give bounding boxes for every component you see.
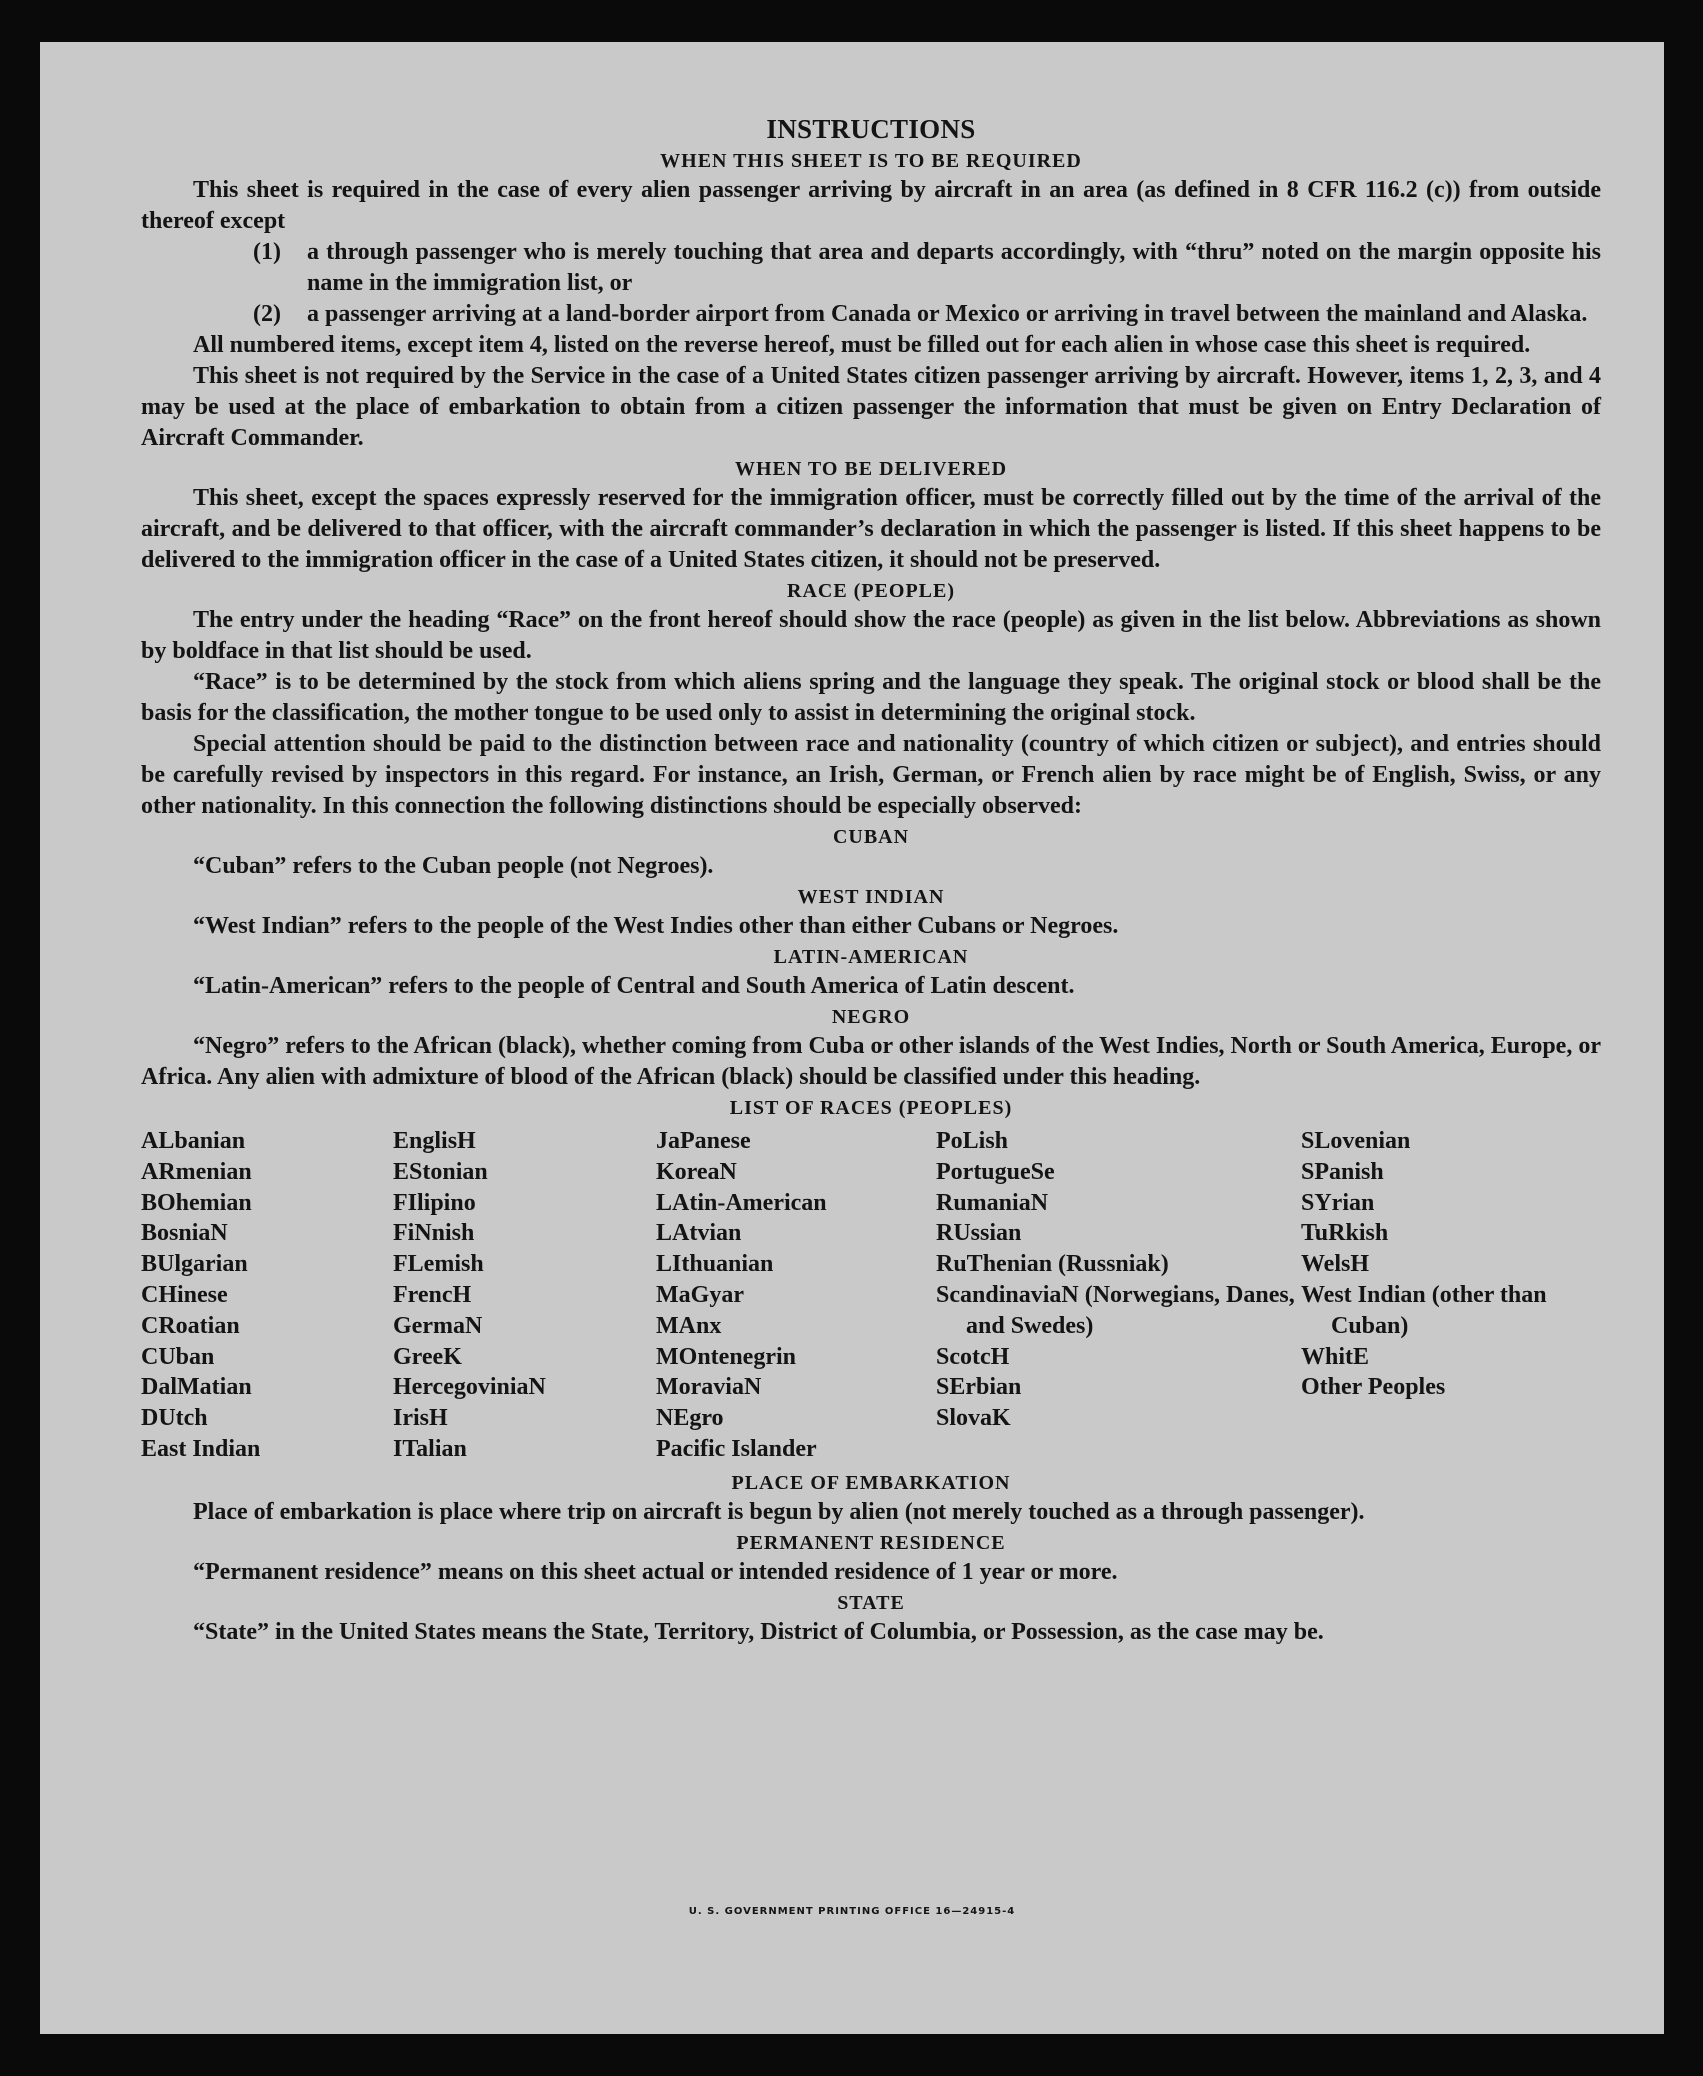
paragraph-when-required-2: All numbered items, except item 4, listed on the reverse hereof, must be filled out for each alien in whose case this sheet is required. — [193, 332, 1531, 358]
paragraph-state: “State” in the United States means the State, Territory, District of Columbia, or Possession, as the case may be. — [193, 1618, 1324, 1645]
exception-number: (1) — [253, 239, 281, 265]
race-entry: EnglisH — [393, 1128, 476, 1154]
race-entry: GermaN — [393, 1312, 483, 1339]
heading-permanent-residence: PERMANENT RESIDENCE — [736, 1531, 1006, 1554]
race-entry: BOhemian — [141, 1189, 252, 1216]
race-entry: RUssian — [936, 1220, 1022, 1247]
race-entry: BUlgarian — [141, 1251, 248, 1278]
paragraph-negro: “Negro” refers to the African (black), whether coming from Cuba or other islands of the West Indies, North or South America, Europe, or Africa. Any alien with admixture of blood of the African (black) should be classified under this heading. — [141, 1033, 1601, 1090]
race-entry: FLemish — [393, 1251, 484, 1278]
race-entry: TuRkish — [1301, 1220, 1389, 1247]
race-entry: CUban — [141, 1343, 215, 1370]
race-entry: West Indian (other than Cuban) — [1301, 1281, 1547, 1339]
race-entry: JaPanese — [656, 1128, 751, 1154]
paragraph-cuban: “Cuban” refers to the Cuban people (not Negroes). — [193, 853, 714, 879]
paragraph-race-2: “Race” is to be determined by the stock from which aliens spring and the language they speak. The original stock or blood shall be the basis for the classification, the mother tongue to be used only to assist in determining the original stock. — [141, 669, 1601, 726]
heading-when-delivered: WHEN TO BE DELIVERED — [734, 458, 1008, 480]
race-entry: SYrian — [1301, 1189, 1375, 1216]
race-entry: RuThenian (Russniak) — [936, 1251, 1169, 1278]
race-entry: FiNnish — [393, 1220, 475, 1247]
race-entry: SlovaK — [936, 1405, 1011, 1432]
race-entry: IrisH — [393, 1405, 448, 1432]
race-entry: DalMatian — [141, 1374, 252, 1401]
race-entry: Pacific Islander — [656, 1435, 817, 1462]
paragraph-permanent-residence: “Permanent residence” means on this sheet actual or intended residence of 1 year or more. — [193, 1558, 1118, 1585]
printing-office-footer: U. S. GOVERNMENT PRINTING OFFICE 16—24915-4 — [688, 1906, 1016, 1917]
race-entry: BosniaN — [141, 1220, 228, 1247]
race-entry: SErbian — [936, 1374, 1022, 1401]
races-column-3 — [656, 1126, 936, 1465]
race-entry: PortugueSe — [936, 1158, 1055, 1185]
paragraph-race-3: Special attention should be paid to the distinction between race and nationality (country of which citizen or subject), and entries should be carefully revised by inspectors in this regard. For instance, an Irish, German, or French alien by race might be of English, Swiss, or any other nationality. In this connection the following distinctions should be especially observed: — [141, 731, 1601, 819]
heading-when-required: WHEN THIS SHEET IS TO BE REQUIRED — [660, 150, 1082, 172]
race-entry: Other Peoples — [1301, 1374, 1446, 1401]
race-entry: DUtch — [141, 1405, 208, 1432]
paragraph-west-indian: “West Indian” refers to the people of the West Indies other than either Cubans or Negroes. — [193, 913, 1119, 939]
instructions-title: INSTRUCTIONS — [766, 114, 976, 144]
race-entry: ARmenian — [141, 1158, 252, 1185]
race-entry: HercegoviniaN — [393, 1374, 546, 1401]
paragraph-race-1: The entry under the heading “Race” on the front hereof should show the race (people) as given in the list below. Abbreviations as shown by boldface in that list should be used. — [141, 607, 1601, 664]
race-entry: MOntenegrin — [656, 1343, 796, 1370]
races-column-5 — [1301, 1126, 1581, 1465]
document-sheet — [40, 42, 1664, 2034]
race-entry: SPanish — [1301, 1158, 1384, 1185]
paragraph-when-delivered: This sheet, except the spaces expressly reserved for the immigration officer, must be correctly filled out by the time of the arrival of the aircraft, and be delivered to that officer, with the aircraft commander’s declaration in which the passenger is listed. If this sheet happens to be delivered to the immigration officer in the case of a United States citizen, it should not be preserved. — [141, 485, 1601, 573]
race-entry: LAtvian — [656, 1220, 742, 1247]
race-entry: CRoatian — [141, 1312, 240, 1339]
races-column-2 — [393, 1126, 656, 1465]
heading-cuban: CUBAN — [832, 826, 910, 848]
race-entry: ScandinaviaN (Norwegians, Danes, and Swedes) — [936, 1281, 1295, 1339]
race-entry: LAtin-American — [656, 1189, 827, 1216]
heading-state: STATE — [837, 1591, 905, 1614]
race-entry: MaGyar — [656, 1281, 744, 1308]
race-entry: FrencH — [393, 1281, 472, 1308]
race-entry: ALbanian — [141, 1128, 246, 1154]
paragraph-latin-american: “Latin-American” refers to the people of Central and South America of Latin descent. — [193, 973, 1075, 999]
exception-item-2 — [253, 299, 1601, 330]
heading-embarkation: PLACE OF EMBARKATION — [731, 1471, 1011, 1494]
race-entry: GreeK — [393, 1343, 462, 1370]
heading-list-of-races: LIST OF RACES (PEOPLES) — [729, 1097, 1013, 1119]
instructions-content — [141, 112, 1601, 1648]
paragraph-embarkation: Place of embarkation is place where trip on aircraft is begun by alien (not merely touched as a through passenger). — [193, 1498, 1365, 1525]
race-entry: ITalian — [393, 1435, 467, 1462]
race-entry: FIlipino — [393, 1189, 476, 1216]
race-entry: CHinese — [141, 1281, 228, 1308]
exception-text: a through passenger who is merely touching that area and departs accordingly, with “thru” noted on the margin opposite his name in the immigration list, or — [307, 239, 1601, 296]
heading-west-indian: WEST INDIAN — [797, 886, 945, 908]
race-entry: NEgro — [656, 1405, 724, 1432]
heading-negro: NEGRO — [831, 1006, 911, 1028]
races-list — [141, 1126, 1601, 1465]
races-column-1 — [141, 1126, 393, 1465]
exception-text: a passenger arriving at a land-border airport from Canada or Mexico or arriving in travel between the mainland and Alaska. — [307, 301, 1588, 327]
race-entry: RumaniaN — [936, 1189, 1049, 1216]
exception-number: (2) — [253, 301, 281, 327]
heading-race: RACE (PEOPLE) — [787, 580, 955, 602]
race-entry: KoreaN — [656, 1158, 737, 1185]
races-column-4 — [936, 1126, 1301, 1465]
heading-latin-american: LATIN-AMERICAN — [773, 946, 969, 968]
paragraph-when-required-3: This sheet is not required by the Service in the case of a United States citizen passenger arriving by aircraft. However, items 1, 2, 3, and 4 may be used at the place of embarkation to obtain from a citizen passenger the information that must be given on Entry Declaration of Aircraft Commander. — [141, 363, 1601, 451]
race-entry: WhitE — [1301, 1343, 1370, 1370]
race-entry: MoraviaN — [656, 1374, 762, 1401]
race-entry: WelsH — [1301, 1251, 1370, 1278]
paragraph-when-required-1: This sheet is required in the case of every alien passenger arriving by aircraft in an area (as defined in 8 CFR 116.2 (c)) from outside thereof except — [141, 177, 1601, 234]
race-entry: PoLish — [936, 1128, 1009, 1154]
race-entry: ScotcH — [936, 1343, 1010, 1370]
race-entry: East Indian — [141, 1435, 261, 1462]
race-entry: LIthuanian — [656, 1251, 774, 1278]
race-entry: EStonian — [393, 1158, 488, 1185]
race-entry: SLovenian — [1301, 1128, 1411, 1154]
exception-item-1 — [253, 237, 1601, 299]
race-entry: MAnx — [656, 1312, 722, 1339]
